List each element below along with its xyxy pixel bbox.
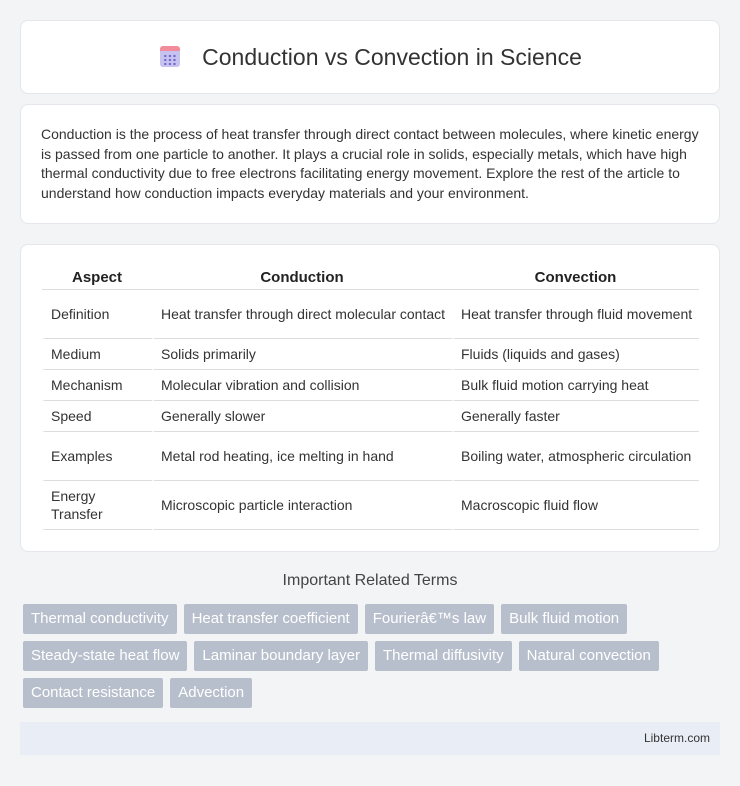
term-tag[interactable]: Fourierâ€™s law [365,604,494,634]
header-aspect: Aspect [42,265,152,290]
table-cell: Solids primarily [152,339,452,370]
term-tag[interactable]: Thermal diffusivity [375,641,512,671]
table-cell: Bulk fluid motion carrying heat [452,370,699,401]
table-cell: Boiling water, atmospheric circulation [452,432,699,481]
term-tag[interactable]: Natural convection [519,641,659,671]
table-cell: Macroscopic fluid flow [452,481,699,530]
table-cell: Microscopic particle interaction [152,481,452,530]
table-row [42,481,699,530]
table-cell: Energy Transfer [42,481,152,530]
table-cell: Generally faster [452,401,699,432]
intro-card [20,104,720,224]
footer [20,722,720,755]
header-conduction: Conduction [152,265,452,290]
table-cell: Metal rod heating, ice melting in hand [152,432,452,481]
term-tag[interactable]: Advection [170,678,252,708]
table-row [42,339,699,370]
table-cell: Mechanism [42,370,152,401]
header-card [20,20,720,94]
table-cell: Generally slower [152,401,452,432]
comparison-table [42,265,699,530]
table-row [42,370,699,401]
footer-link[interactable]: Libterm.com [643,731,710,745]
calendar-icon [158,45,182,69]
term-tag[interactable]: Steady-state heat flow [23,641,187,671]
header-convection: Convection [452,265,699,290]
page-title: Conduction vs Convection in Science [202,43,582,70]
term-tag[interactable]: Heat transfer coefficient [184,604,358,634]
table-cell: Molecular vibration and collision [152,370,452,401]
table-row [42,290,699,339]
table-cell: Fluids (liquids and gases) [452,339,699,370]
table-cell: Definition [42,290,152,339]
comparison-table-card [20,244,720,552]
table-cell: Heat transfer through direct molecular contact [152,290,452,339]
table-cell: Medium [42,339,152,370]
term-tag[interactable]: Thermal conductivity [23,604,177,634]
table-row [42,401,699,432]
table-row [42,432,699,481]
table-header-row [42,265,699,290]
related-terms-list [23,604,723,708]
table-cell: Heat transfer through fluid movement [452,290,699,339]
intro-text: Conduction is the process of heat transfer through direct contact between molecules, where kinetic energy is passed from one particle to another. It plays a crucial role in solids, especially metals, which have high thermal conductivity due to free electrons facilitating energy movement. Explore the rest of the article to understand how conduction impacts everyday materials and your environment. [41,126,699,201]
term-tag[interactable]: Bulk fluid motion [501,604,627,634]
term-tag[interactable]: Contact resistance [23,678,163,708]
term-tag[interactable]: Laminar boundary layer [194,641,368,671]
table-cell: Speed [42,401,152,432]
related-terms-title: Important Related Terms [282,572,458,589]
table-cell: Examples [42,432,152,481]
